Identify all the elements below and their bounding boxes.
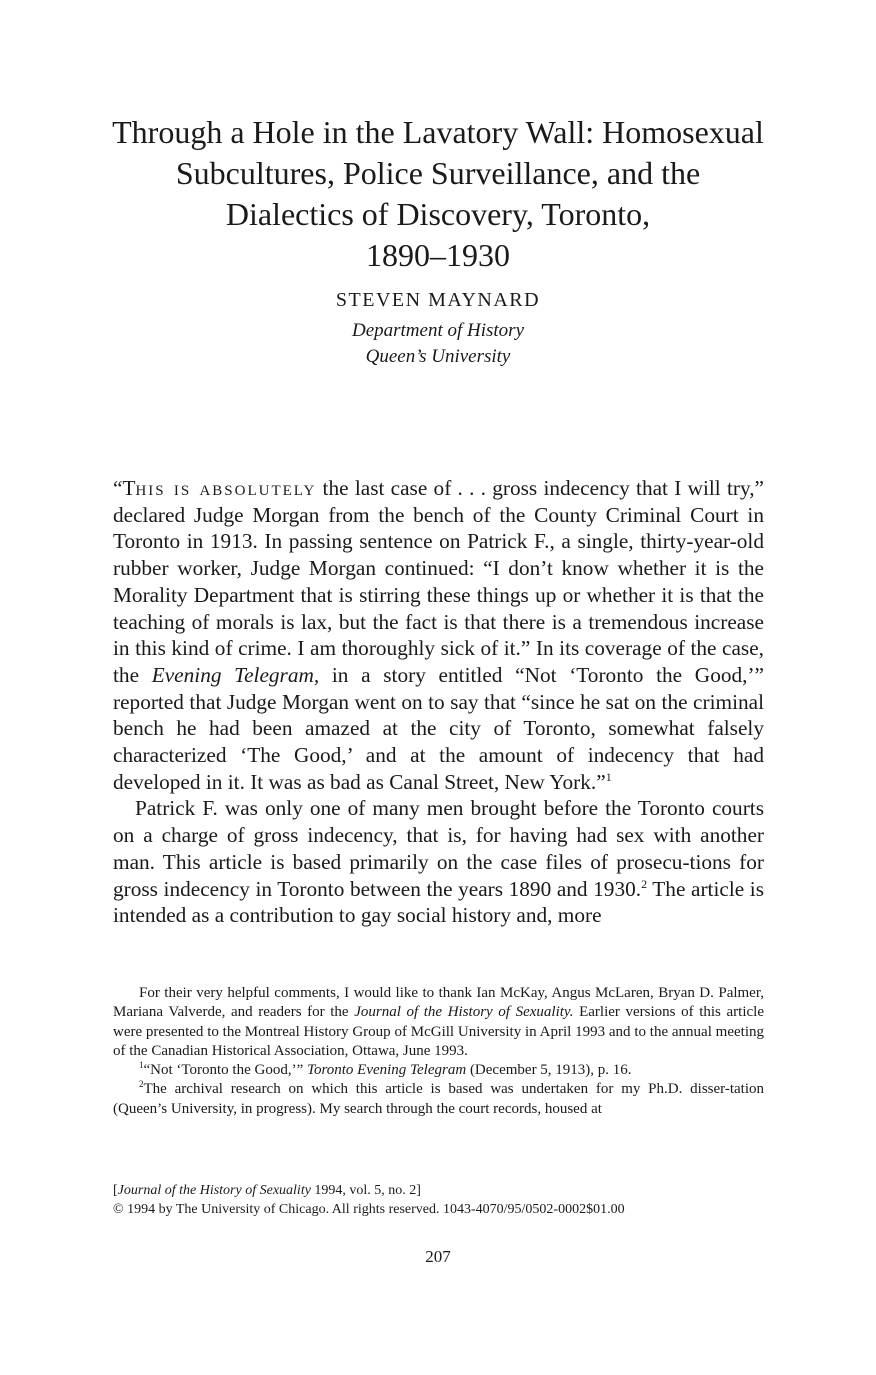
note-text: Earlier versions of this article were presented to the Montreal History Group of McGill University in April 1993 and to the annual meeting of the Canadian Historical Association, Ottawa, June 1993.	[113, 1004, 764, 1059]
page-number: 207	[425, 1247, 451, 1266]
body-text: Patrick F. was only one of many men brought before the Toronto courts on a charge of gross indecency, that is, for having had sex with another man. This article is based primarily on the case files of prosecu-tions for gross indecency in Toronto between the years 1890 and 1930.	[113, 796, 764, 901]
footnote-2	[113, 1080, 764, 1119]
issue-info: 1994, vol. 5, no. 2]	[310, 1183, 421, 1198]
body-paragraph	[113, 795, 764, 929]
footnote-ref: 1	[605, 769, 612, 784]
acknowledgment-note	[113, 984, 764, 1061]
note-text: “Not ‘Toronto the Good,’”	[143, 1062, 307, 1079]
author-affiliation	[0, 318, 876, 370]
note-text: For their very helpful comments, I would like to thank Ian McKay, Angus McLaren, Bryan D. Palmer, Mariana Valverde, and readers for the	[113, 985, 764, 1021]
citation-line	[113, 1181, 764, 1200]
article-title	[100, 112, 776, 276]
copyright-line: © 1994 by The University of Chicago. All rights reserved. 1043-4070/95/0502-0002$01.00	[113, 1202, 625, 1217]
bracket: [	[113, 1183, 118, 1198]
university: Queen’s University	[365, 346, 511, 367]
footnote-1	[113, 1061, 764, 1080]
newspaper-title: Toronto Evening Telegram	[307, 1062, 467, 1079]
footnote-number: 2	[139, 1079, 144, 1090]
note-text: (December 5, 1913), p. 16.	[466, 1062, 632, 1079]
small-caps-lead: his is absolutely	[135, 476, 317, 500]
title-line: Subcultures, Police Surveillance, and the	[175, 155, 701, 191]
department: Department of History	[351, 320, 525, 341]
newspaper-title: Evening Telegram,	[151, 662, 320, 687]
journal-title: Journal of the History of Sexuality	[117, 1183, 311, 1198]
body-paragraph	[113, 475, 764, 795]
opening-letter: “T	[113, 476, 136, 500]
journal-citation	[113, 1181, 764, 1219]
footnotes	[113, 984, 764, 1119]
title-line: 1890–1930	[366, 237, 510, 273]
article-body	[113, 475, 764, 929]
author-name: STEVEN MAYNARD	[335, 289, 541, 311]
body-text: the last case of . . . gross indecency that I will try,” declared Judge Morgan from the bench of the County Criminal Court in Toronto in 1913. In passing sentence on Patrick F., a single, thirty-year-old rubber worker, Judge Morgan continued: “I don’t know whether it is the Morality Department that is stirring these things up or whether it is that the teaching of morals is lax, but the fact is that there is a tremendous increase in this kind of crime. I am thoroughly sick of it.” In its coverage of the case, the	[113, 476, 764, 687]
title-line: Dialectics of Discovery, Toronto,	[225, 196, 651, 232]
journal-title: Journal of the History of Sexuality.	[354, 1004, 574, 1021]
footnote-number: 1	[139, 1060, 144, 1071]
note-text: The archival research on which this article is based was undertaken for my Ph.D. disser-tation (Queen’s University, in progress). My search through the court records, housed at	[113, 1081, 764, 1117]
footnote-ref: 2	[641, 876, 648, 891]
title-line: Through a Hole in the Lavatory Wall: Homosexual	[112, 114, 764, 150]
body-text: The article is intended as a contribution to gay social history and, more	[113, 876, 764, 928]
body-text: in a story entitled “Not ‘Toronto the Good,’” reported that Judge Morgan went on to say that “since he sat on the criminal bench he had been amazed at the city of Toronto, somewhat falsely characterized ‘The Good,’ and at the amount of indecency that had developed in it. It was as bad as Canal Street, New York.”	[113, 662, 765, 794]
